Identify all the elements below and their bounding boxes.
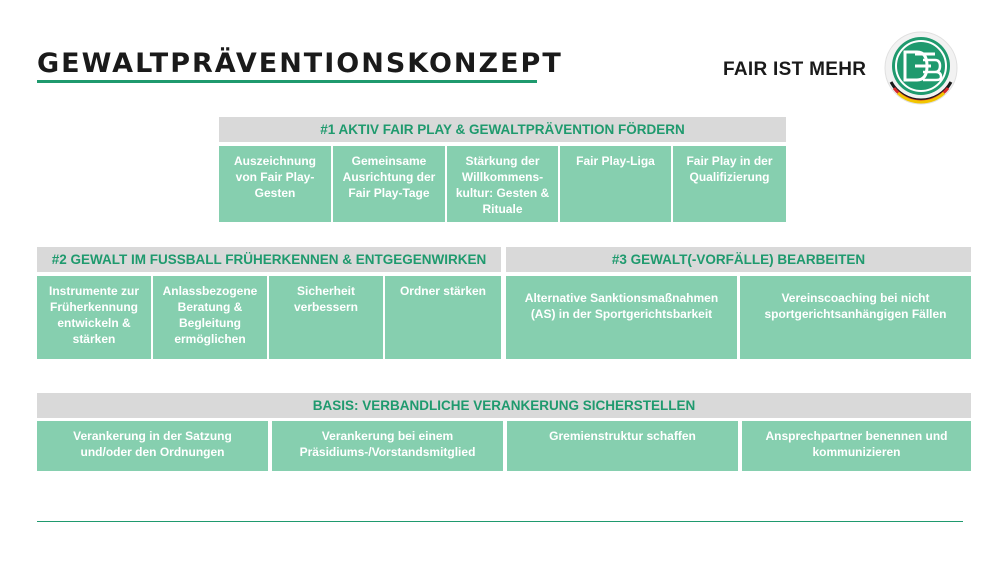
section2-header: #2 GEWALT IM FUSSBALL FRÜHERKENNEN & ENTGEGENWIRKEN (37, 247, 501, 272)
footer-divider (37, 521, 963, 522)
basis-header: BASIS: VERBANDLICHE VERANKERUNG SICHERSTELLEN (37, 393, 971, 418)
section2-item: Ordner stärken (385, 276, 501, 359)
section1-item: Fair Play in der Qualifizierung (673, 146, 786, 222)
section1-item: Fair Play-Liga (560, 146, 671, 222)
basis-item: Ansprechpartner benennen und kommunizieren (742, 421, 971, 471)
section2-item: Anlassbezogene Beratung & Begleitung ermöglichen (153, 276, 267, 359)
section2-item: Sicherheit verbessern (269, 276, 383, 359)
basis-item: Verankerung bei einem Präsidiums-/Vorstandsmitglied (272, 421, 503, 471)
section1-header: #1 AKTIV FAIR PLAY & GEWALTPRÄVENTION FÖRDERN (219, 117, 786, 142)
section3-header: #3 GEWALT(-VORFÄLLE) BEARBEITEN (506, 247, 971, 272)
title-underline (37, 80, 537, 83)
section3-item: Alternative Sanktionsmaßnahmen (AS) in der Sportgerichtsbarkeit (506, 276, 737, 359)
basis-item: Verankerung in der Satzung und/oder den Ordnungen (37, 421, 268, 471)
basis-item: Gremienstruktur schaffen (507, 421, 738, 471)
page-title: GEWALTPRÄVENTIONSKONZEPT (37, 48, 563, 79)
section2-item: Instrumente zur Früherkennung entwickeln & stärken (37, 276, 151, 359)
section1-item: Gemeinsame Ausrichtung der Fair Play-Tage (333, 146, 445, 222)
slogan: FAIR IST MEHR (723, 59, 867, 80)
section1-item: Auszeichnung von Fair Play-Gesten (219, 146, 331, 222)
section1-item: Stärkung der Willkommens-kultur: Gesten & Rituale (447, 146, 558, 222)
section3-item: Vereinscoaching bei nicht sportgerichtsanhängigen Fällen (740, 276, 971, 359)
dfb-logo-icon (883, 30, 959, 108)
